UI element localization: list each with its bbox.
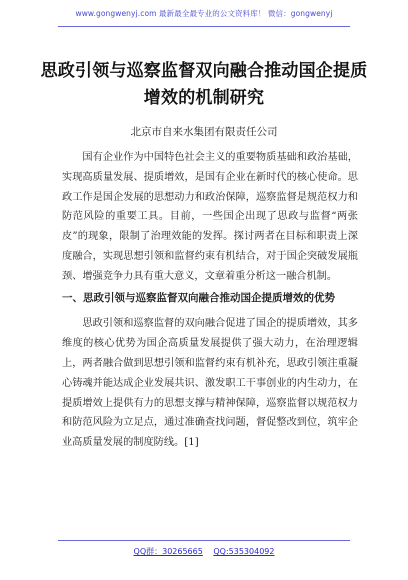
- organization-name: 北京市自来水集团有限责任公司: [130, 126, 278, 138]
- section-heading: 一、思政引领与巡察监督双向融合推动国企提质增效的优势: [62, 291, 335, 304]
- document-title: 思政引领与巡察监督双向融合推动国企提质增效的机制研究: [40, 61, 368, 108]
- header-text: www.gongwenyj.com 最新最全最专业的公文资料库！ 微信：gongwenyj: [75, 9, 333, 18]
- document-body: [62, 148, 358, 453]
- page-header: [0, 8, 408, 28]
- footer-qq-group[interactable]: QQ群：30265665: [133, 547, 203, 556]
- page-footer: [0, 546, 408, 560]
- footer-divider: [58, 540, 350, 541]
- header-divider: [58, 26, 350, 27]
- footer-qq[interactable]: QQ:535304092: [213, 547, 275, 556]
- section-paragraph: 思政引领和巡察监督的双向融合促进了国企的提质增效，其多维度的核心优势为国企高质量发展提供了强大动力，在治理逻辑上，两者融合做到思想引领和监督约束有机补充，思政引领注重凝心铸魂并能达成企业发展共识、激发职工干事创业的内生动力，在提质增效上提供有力的思想支撑与精神保障，巡察监督以规范权力和防范风险为立足点，通过准确查找问题，督促整改到位，筑牢企业高质量发展的制度防线。[1]: [62, 318, 358, 449]
- intro-paragraph: 国有企业作为中国特色社会主义的重要物质基础和政治基础，实现高质量发展、提质增效，是国有企业在新时代的核心使命。思政工作是国企发展的思想动力和政治保障，巡察监督是规范权力和防范风险的重要工具。目前，一些国企出现了思政与监督“两张皮”的现象，限制了治理效能的发挥。探讨两者在目标和职责上深度融合，实现思想引领和监督约束有机结合，对于国企突破发展瓶颈、增强竞争力具有重大意义，文章着重分析这一融合机制。: [62, 152, 358, 282]
